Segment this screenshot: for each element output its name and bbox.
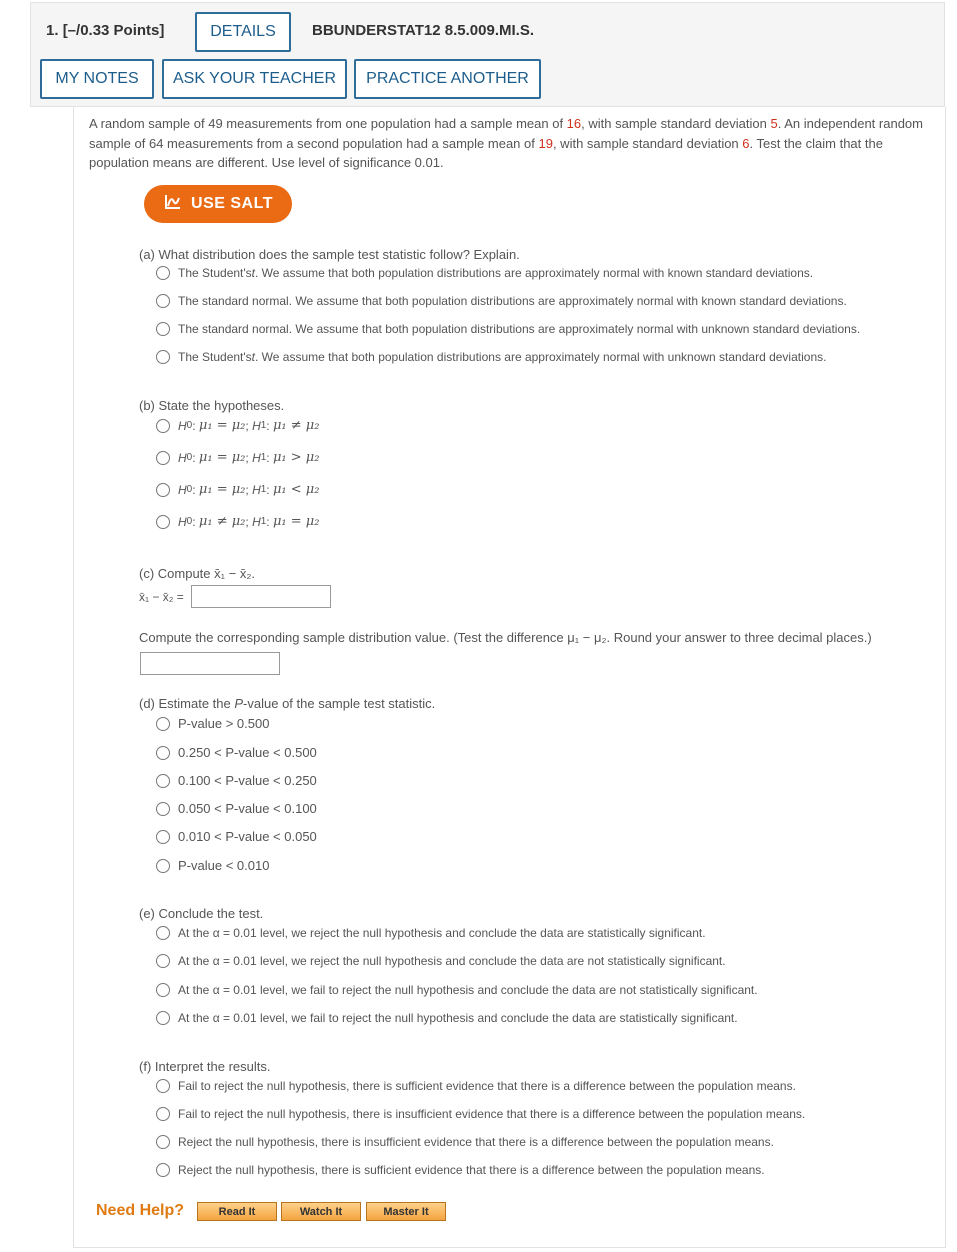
part-b-option-3[interactable]: H 0 : μ₁ = μ₂ ; H 1 : μ₁ < μ₂	[156, 482, 319, 497]
part-a-question: (a) What distribution does the sample test statistic follow? Explain.	[139, 247, 520, 262]
radio-button[interactable]	[156, 483, 170, 497]
use-salt-button[interactable]: USE SALT	[144, 185, 292, 223]
part-d-option-5[interactable]: 0.010 < P-value < 0.050	[156, 829, 317, 844]
radio-button[interactable]	[156, 266, 170, 280]
radio-button[interactable]	[156, 1107, 170, 1121]
part-a-option-1[interactable]: The Student's t . We assume that both population distributions are approximately normal with known standard deviations.	[156, 266, 813, 280]
radio-button[interactable]	[156, 350, 170, 364]
radio-button[interactable]	[156, 322, 170, 336]
radio-button[interactable]	[156, 830, 170, 844]
master-it-button[interactable]: Master It	[366, 1202, 446, 1221]
part-e-option-2[interactable]: At the α = 0.01 level, we reject the null hypothesis and conclude the data are not statistically significant.	[156, 954, 726, 968]
radio-button[interactable]	[156, 451, 170, 465]
radio-button[interactable]	[156, 774, 170, 788]
part-b-option-1[interactable]: H 0 : μ₁ = μ₂ ; H 1 : μ₁ ≠ μ₂	[156, 418, 319, 433]
radio-button[interactable]	[156, 926, 170, 940]
practice-another-button[interactable]: PRACTICE ANOTHER	[354, 59, 541, 99]
part-f-option-1[interactable]: Fail to reject the null hypothesis, there is sufficient evidence that there is a difference between the population means.	[156, 1079, 796, 1093]
details-button[interactable]: DETAILS	[195, 12, 291, 52]
problem-statement: A random sample of 49 measurements from one population had a sample mean of 16, with sample standard deviation 5. An independent random sample of 64 measurements from a second population had a sample mean of 19, with sample standard deviation 6. Test the claim that the population means are different. Use level of significance 0.01.	[89, 116, 923, 170]
part-e-option-1[interactable]: At the α = 0.01 level, we reject the null hypothesis and conclude the data are statistically significant.	[156, 926, 706, 940]
part-f-option-3[interactable]: Reject the null hypothesis, there is insufficient evidence that there is a difference between the population means.	[156, 1135, 774, 1149]
radio-button[interactable]	[156, 983, 170, 997]
radio-button[interactable]	[156, 746, 170, 760]
part-b-question: (b) State the hypotheses.	[139, 398, 285, 413]
my-notes-button[interactable]: MY NOTES	[40, 59, 154, 99]
radio-button[interactable]	[156, 859, 170, 873]
radio-button[interactable]	[156, 717, 170, 731]
part-d-option-6[interactable]: P-value < 0.010	[156, 858, 269, 873]
question-code: BBUNDERSTAT12 8.5.009.MI.S.	[312, 22, 535, 39]
ask-your-teacher-button[interactable]: ASK YOUR TEACHER	[162, 59, 347, 99]
part-e-question: (e) Conclude the test.	[139, 906, 264, 921]
radio-button[interactable]	[156, 1163, 170, 1177]
question-points: 1. [–/0.33 Points]	[46, 22, 165, 39]
part-a-option-4[interactable]: The Student's t . We assume that both population distributions are approximately normal with unknown standard deviations.	[156, 350, 826, 364]
radio-button[interactable]	[156, 954, 170, 968]
part-f-option-4[interactable]: Reject the null hypothesis, there is sufficient evidence that there is a difference between the population means.	[156, 1163, 765, 1177]
salt-icon	[163, 193, 183, 216]
radio-button[interactable]	[156, 1079, 170, 1093]
radio-button[interactable]	[156, 1011, 170, 1025]
part-e-option-3[interactable]: At the α = 0.01 level, we fail to reject the null hypothesis and conclude the data are not statistically significant.	[156, 983, 758, 997]
read-it-button[interactable]: Read It	[197, 1202, 277, 1221]
part-c-input-label: x̄₁ − x̄₂ =	[139, 590, 184, 604]
part-c-compute-text: Compute the corresponding sample distribution value. (Test the difference μ₁ − μ₂. Round your answer to three decimal places.)	[139, 630, 872, 645]
radio-button[interactable]	[156, 515, 170, 529]
part-a-option-3[interactable]: The standard normal. We assume that both population distributions are approximately normal with unknown standard deviations.	[156, 322, 860, 336]
part-d-option-4[interactable]: 0.050 < P-value < 0.100	[156, 801, 317, 816]
part-f-option-2[interactable]: Fail to reject the null hypothesis, there is insufficient evidence that there is a difference between the population means.	[156, 1107, 805, 1121]
part-c-question: (c) Compute x̄₁ − x̄₂.	[139, 566, 255, 581]
watch-it-button[interactable]: Watch It	[281, 1202, 361, 1221]
part-d-option-3[interactable]: 0.100 < P-value < 0.250	[156, 773, 317, 788]
part-e-option-4[interactable]: At the α = 0.01 level, we fail to reject the null hypothesis and conclude the data are statistically significant.	[156, 1011, 738, 1025]
radio-button[interactable]	[156, 419, 170, 433]
part-b-option-4[interactable]: H 0 : μ₁ ≠ μ₂ ; H 1 : μ₁ = μ₂	[156, 514, 319, 529]
part-d-question: (d) Estimate the P-value of the sample test statistic.	[139, 696, 436, 711]
part-d-option-1[interactable]: P-value > 0.500	[156, 716, 269, 731]
radio-button[interactable]	[156, 294, 170, 308]
test-statistic-input[interactable]	[140, 652, 280, 675]
part-f-question: (f) Interpret the results.	[139, 1059, 271, 1074]
radio-button[interactable]	[156, 1135, 170, 1149]
mean-difference-input[interactable]	[191, 585, 331, 608]
part-d-option-2[interactable]: 0.250 < P-value < 0.500	[156, 745, 317, 760]
part-a-option-2[interactable]: The standard normal. We assume that both population distributions are approximately normal with known standard deviations.	[156, 294, 847, 308]
part-b-option-2[interactable]: H 0 : μ₁ = μ₂ ; H 1 : μ₁ > μ₂	[156, 450, 319, 465]
radio-button[interactable]	[156, 802, 170, 816]
need-help-label: Need Help?	[96, 1202, 185, 1219]
